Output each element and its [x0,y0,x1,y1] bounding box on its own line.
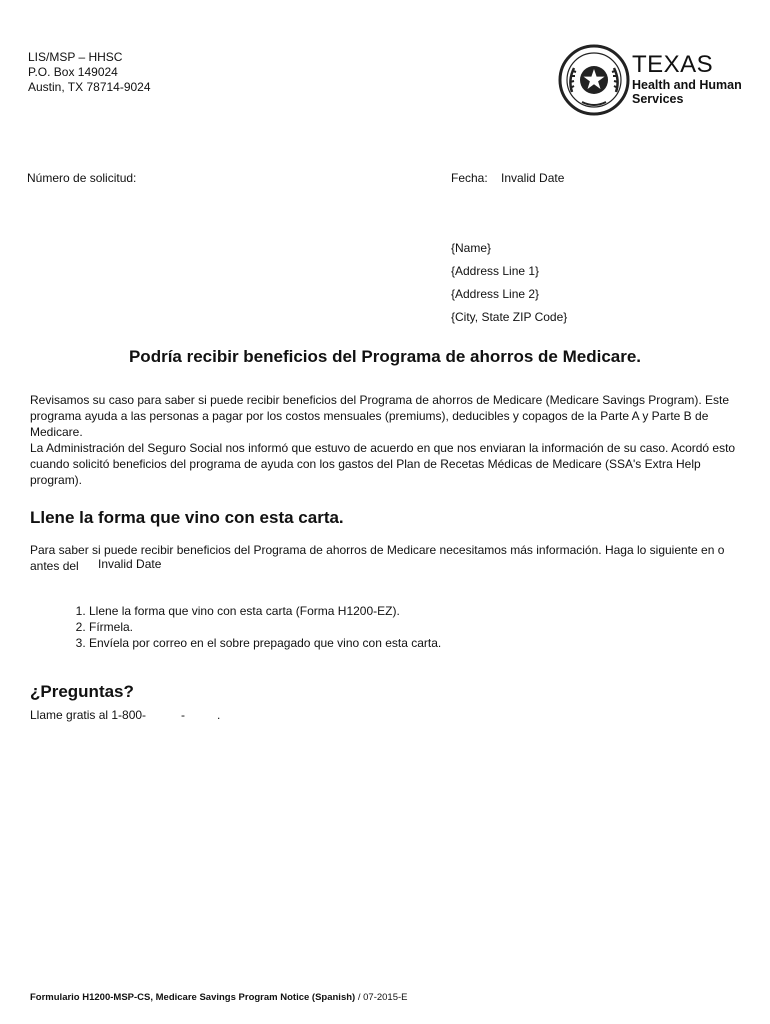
logo-line-1: TEXAS [632,51,714,78]
texas-seal-icon [558,42,630,118]
recipient-address [451,240,567,332]
sender-line-2: P.O. Box 149024 [28,65,118,79]
intro-paragraph-1: Revisamos su caso para saber si puede recibir beneficios del Programa de ahorros de Medicare (Medicare Savings Program). Este programa ayuda a las personas a pagar por los costos mensuales (premiums), deducibles y copagos de la Parte A y Parte B de Medicare. [30,393,729,439]
form-section-heading: Llene la forma que vino con esta carta. [30,508,344,527]
page-title: Podría recibir beneficios del Programa de ahorros de Medicare. [128,347,642,366]
sender-line-3: Austin, TX 78714-9024 [28,80,151,94]
recipient-address-line-2: {Address Line 2} [451,287,540,301]
steps-list [30,603,770,651]
recipient-city-state-zip: {City, State ZIP Code} [451,310,568,324]
intro-paragraph-2: La Administración del Seguro Social nos informó que estuvo de acuerdo en que nos enviaran la información de su caso. Acordó esto cuando solicitó beneficios del programa de ayuda con los gastos del Plan de Recetas Médicas de Medicare (SSA's Extra Help program). [30,441,736,487]
step-item: 2. Fírmela. [89,619,770,635]
logo-wordmark [632,52,742,106]
sender-address [28,50,151,95]
step-item: 3. Envíela por correo en el sobre prepagado que vino con esta carta. [89,635,770,651]
date-label: Fecha: [451,171,488,185]
hhs-logo [558,42,748,118]
footer [30,992,408,1003]
deadline-date: Invalid Date [98,557,162,571]
form-section-text: Para saber si puede recibir beneficios del Programa de ahorros de Medicare necesitamos más información. Haga lo siguiente en o antes del [30,543,725,573]
application-number-label: Número de solicitud: [27,171,137,185]
recipient-address-line-1: {Address Line 1} [451,264,540,278]
questions-phone-dash: - [181,708,185,722]
recipient-name: {Name} [451,241,492,255]
questions-heading: ¿Preguntas? [30,682,134,701]
sender-line-1: LIS/MSP – HHSC [28,50,123,64]
footer-form-name: Formulario H1200-MSP-CS, Medicare Savings Program Notice (Spanish) [30,992,356,1003]
logo-line-2: Health and Human [632,78,742,92]
questions-phone-text: Llame gratis al 1-800- [30,708,147,722]
footer-version: / 07-2015-E [357,992,408,1003]
questions-phone-end: . [217,708,221,722]
logo-line-3: Services [632,92,684,106]
intro-section [30,392,750,488]
step-item: 1. Llene la forma que vino con esta carta (Forma H1200-EZ). [89,603,770,619]
date-value: Invalid Date [501,171,565,185]
